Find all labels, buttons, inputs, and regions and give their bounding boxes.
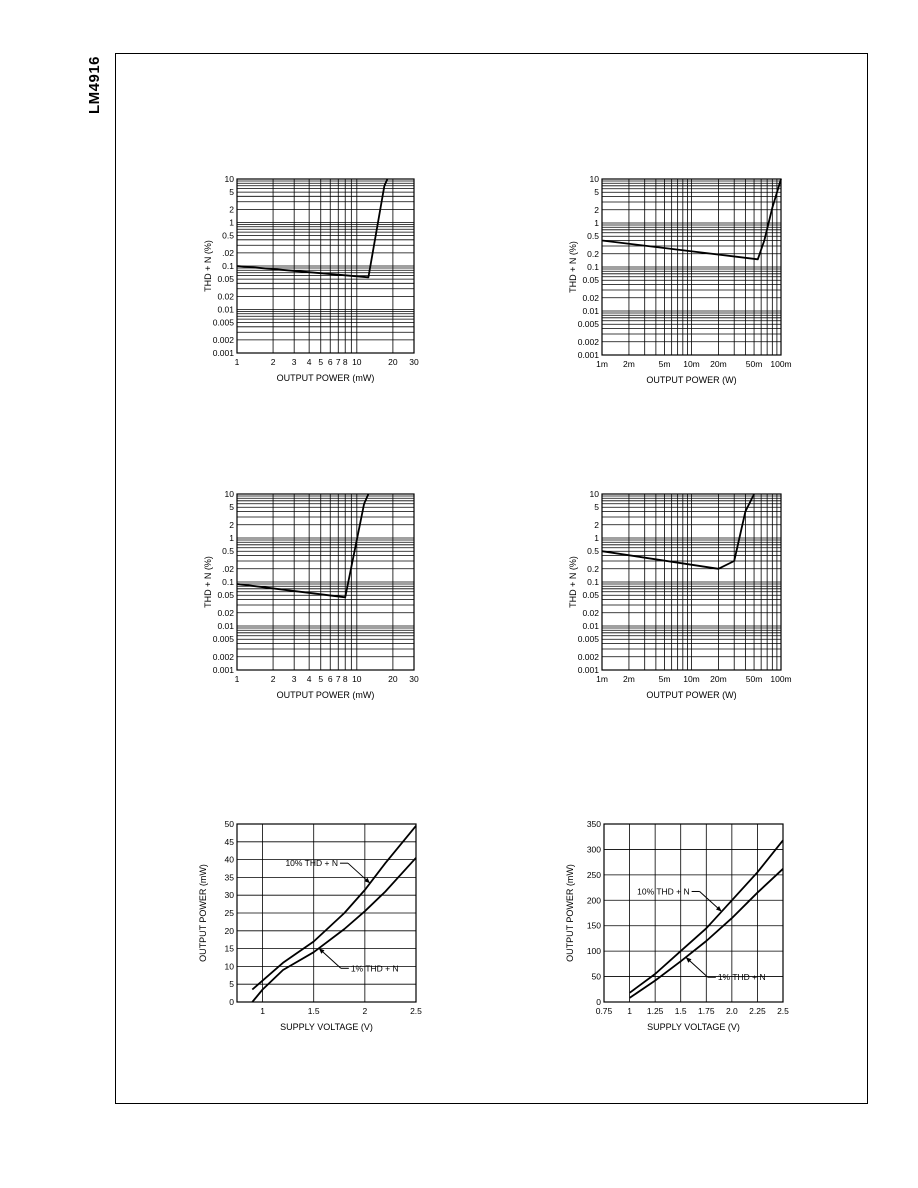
x-tick-label: 3 bbox=[291, 357, 297, 367]
x-axis-label: OUTPUT POWER (W) bbox=[646, 690, 737, 700]
x-tick-label: 30 bbox=[409, 357, 419, 367]
y-tick-label: 1 bbox=[229, 533, 234, 543]
x-axis-label: OUTPUT POWER (mW) bbox=[276, 690, 375, 700]
y-tick-label: 40 bbox=[224, 854, 234, 865]
y-tick-label: 10 bbox=[224, 489, 234, 499]
y-tick-label: 15 bbox=[224, 943, 234, 954]
series-annotation: 1% THD + N bbox=[717, 972, 766, 983]
series-line-2 bbox=[252, 858, 416, 1002]
y-tick-label: 25 bbox=[224, 908, 234, 918]
x-tick-label: 100m bbox=[770, 359, 792, 369]
y-tick-label: 0.05 bbox=[217, 274, 234, 285]
x-tick-label: 7 bbox=[335, 357, 341, 367]
y-tick-label: .02 bbox=[222, 563, 234, 574]
y-tick-label: 0.002 bbox=[577, 336, 599, 347]
y-tick-label: 1 bbox=[229, 217, 234, 228]
y-tick-label: 350 bbox=[586, 819, 601, 829]
y-tick-label: 0.1 bbox=[587, 577, 599, 587]
x-tick-label: 10m bbox=[683, 359, 700, 369]
x-tick-label: 3 bbox=[291, 674, 297, 684]
y-tick-label: 35 bbox=[224, 872, 234, 883]
x-tick-label: 1 bbox=[234, 357, 240, 367]
y-tick-label: 2 bbox=[229, 519, 234, 530]
y-tick-label: 5 bbox=[229, 979, 234, 990]
x-axis-label: OUTPUT POWER (mW) bbox=[276, 373, 375, 383]
y-tick-label: 0.002 bbox=[212, 334, 234, 345]
x-tick-label: 2m bbox=[623, 674, 635, 684]
x-tick-label: 2 bbox=[270, 674, 276, 684]
y-tick-label: 0.01 bbox=[217, 621, 234, 631]
x-tick-label: 20 bbox=[388, 674, 398, 684]
x-tick-label: 5m bbox=[658, 359, 671, 369]
y-tick-label: 200 bbox=[586, 895, 601, 906]
x-tick-label: 1.75 bbox=[698, 1006, 715, 1016]
series-annotation: 10% THD + N bbox=[637, 886, 690, 897]
x-tick-label: 4 bbox=[306, 357, 312, 367]
y-tick-label: 0.01 bbox=[582, 306, 599, 316]
y-tick-label: 0.02 bbox=[582, 607, 599, 618]
y-tick-label: 0.02 bbox=[217, 291, 234, 302]
x-tick-label: 20m bbox=[710, 359, 727, 369]
x-tick-label: 1 bbox=[260, 1006, 265, 1016]
y-tick-label: 1 bbox=[594, 533, 599, 543]
x-tick-label: 2.25 bbox=[749, 1006, 766, 1016]
x-tick-label: 10 bbox=[352, 357, 362, 367]
y-tick-label: 0.5 bbox=[222, 230, 234, 241]
y-tick-label: 2 bbox=[594, 204, 599, 215]
y-tick-label: 2 bbox=[594, 519, 599, 530]
y-tick-label: 45 bbox=[224, 836, 234, 847]
chart-3 bbox=[203, 489, 419, 700]
x-tick-label: 1 bbox=[627, 1006, 632, 1016]
y-tick-label: 0.001 bbox=[212, 665, 234, 675]
x-axis-label: SUPPLY VOLTAGE (V) bbox=[280, 1022, 373, 1032]
y-tick-label: 0.001 bbox=[577, 665, 599, 675]
y-tick-label: 0.5 bbox=[587, 546, 599, 557]
y-tick-label: 10 bbox=[224, 961, 234, 972]
y-tick-label: 50 bbox=[591, 971, 601, 982]
y-tick-label: 0.001 bbox=[577, 350, 599, 360]
y-tick-label: 0.5 bbox=[587, 231, 599, 242]
x-tick-label: 20 bbox=[388, 357, 398, 367]
y-tick-label: 1 bbox=[594, 218, 599, 228]
y-tick-label: 0.005 bbox=[577, 319, 599, 330]
x-tick-label: 5 bbox=[318, 674, 324, 684]
y-tick-label: 0 bbox=[596, 997, 601, 1007]
y-tick-label: 0.02 bbox=[217, 607, 234, 618]
y-tick-label: 0.005 bbox=[212, 634, 234, 645]
y-tick-label: 0.1 bbox=[222, 577, 234, 587]
chart-4 bbox=[568, 489, 792, 700]
y-tick-label: 0.01 bbox=[217, 304, 234, 315]
x-axis-label: OUTPUT POWER (W) bbox=[646, 375, 737, 385]
x-tick-label: 5m bbox=[658, 674, 671, 684]
y-tick-label: 50 bbox=[224, 819, 234, 829]
x-tick-label: 10 bbox=[352, 674, 362, 684]
x-tick-label: 5 bbox=[318, 357, 324, 367]
y-axis-label: OUTPUT POWER (mW) bbox=[198, 864, 208, 962]
y-tick-label: 0.002 bbox=[212, 651, 234, 662]
x-tick-label: 10m bbox=[683, 674, 700, 684]
y-tick-label: 100 bbox=[586, 946, 601, 957]
y-tick-label: 300 bbox=[586, 844, 601, 855]
x-tick-label: 2.5 bbox=[410, 1006, 422, 1016]
y-axis-label: THD + N (%) bbox=[203, 240, 213, 292]
y-tick-label: 5 bbox=[229, 502, 234, 513]
x-tick-label: 30 bbox=[409, 674, 419, 684]
y-tick-label: 0.05 bbox=[582, 275, 599, 286]
y-tick-label: 0.01 bbox=[582, 621, 599, 631]
chart-2 bbox=[568, 174, 792, 385]
x-tick-label: 1m bbox=[596, 359, 608, 369]
y-tick-label: 0.2 bbox=[587, 248, 599, 259]
y-tick-label: 250 bbox=[586, 869, 601, 880]
chart-1 bbox=[203, 174, 419, 383]
x-tick-label: 1.5 bbox=[307, 1006, 320, 1016]
y-tick-label: 5 bbox=[229, 187, 234, 198]
x-tick-label: 8 bbox=[342, 357, 348, 367]
x-tick-label: 20m bbox=[710, 674, 727, 684]
y-tick-label: 30 bbox=[224, 890, 234, 901]
x-tick-label: 4 bbox=[306, 674, 312, 684]
y-tick-label: 5 bbox=[594, 187, 599, 198]
chart-5 bbox=[198, 819, 422, 1032]
y-tick-label: .02 bbox=[222, 247, 234, 258]
x-tick-label: 0.75 bbox=[595, 1006, 613, 1016]
y-tick-label: 5 bbox=[594, 502, 599, 513]
y-tick-label: 0.05 bbox=[582, 590, 599, 601]
x-tick-label: 1m bbox=[596, 674, 608, 684]
chart-6 bbox=[565, 819, 789, 1032]
x-tick-label: 2 bbox=[362, 1006, 368, 1016]
y-tick-label: 10 bbox=[589, 489, 599, 499]
y-axis-label: THD + N (%) bbox=[203, 556, 213, 608]
x-tick-label: 7 bbox=[335, 674, 341, 684]
x-tick-label: 2.0 bbox=[725, 1006, 738, 1016]
part-number-label: LM4916 bbox=[86, 55, 103, 115]
x-tick-label: 8 bbox=[342, 674, 348, 684]
y-tick-label: 0.001 bbox=[212, 348, 234, 358]
y-tick-label: 0.02 bbox=[582, 292, 599, 303]
y-tick-label: 0.005 bbox=[212, 317, 234, 328]
x-tick-label: 2 bbox=[270, 357, 276, 367]
x-axis-label: SUPPLY VOLTAGE (V) bbox=[647, 1022, 740, 1032]
x-tick-label: 50m bbox=[745, 674, 763, 684]
y-tick-label: 10 bbox=[224, 174, 234, 184]
y-tick-label: 0.2 bbox=[587, 563, 599, 574]
y-axis-label: THD + N (%) bbox=[568, 556, 578, 608]
y-tick-label: 150 bbox=[586, 920, 601, 931]
x-tick-label: 1.5 bbox=[674, 1006, 687, 1016]
series-annotation: 10% THD + N bbox=[285, 858, 338, 869]
series-annotation: 1% THD + N bbox=[350, 963, 399, 974]
y-tick-label: 10 bbox=[589, 174, 599, 184]
y-axis-label: THD + N (%) bbox=[568, 241, 578, 293]
x-tick-label: 2.5 bbox=[777, 1006, 789, 1016]
y-tick-label: 20 bbox=[224, 925, 234, 936]
series-line-1 bbox=[237, 179, 387, 277]
x-tick-label: 1 bbox=[234, 674, 240, 684]
x-tick-label: 2m bbox=[623, 359, 635, 369]
x-tick-label: 6 bbox=[327, 674, 333, 684]
y-tick-label: 0 bbox=[229, 997, 234, 1007]
y-tick-label: 0.005 bbox=[577, 634, 599, 645]
x-tick-label: 50m bbox=[745, 359, 763, 369]
x-tick-label: 1.25 bbox=[646, 1006, 664, 1016]
series-line-1 bbox=[602, 494, 754, 569]
y-tick-label: 0.1 bbox=[222, 261, 234, 271]
x-tick-label: 6 bbox=[327, 357, 333, 367]
y-tick-label: 0.5 bbox=[222, 546, 234, 557]
y-axis-label: OUTPUT POWER (mW) bbox=[565, 864, 575, 962]
y-tick-label: 2 bbox=[229, 204, 234, 215]
y-tick-label: 0.002 bbox=[577, 651, 599, 662]
y-tick-label: 0.05 bbox=[217, 590, 234, 601]
x-tick-label: 100m bbox=[770, 674, 792, 684]
y-tick-label: 0.1 bbox=[587, 262, 599, 272]
